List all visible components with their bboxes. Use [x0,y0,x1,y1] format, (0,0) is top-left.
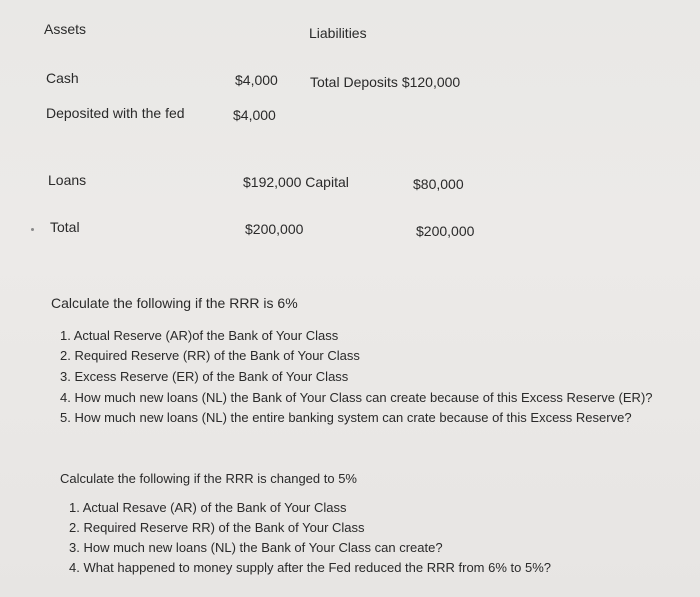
section2-item: 4. What happened to money supply after the Fed reduced the RRR from 6% to 5%? [69,560,551,575]
capital-value: $80,000 [413,176,464,192]
total-label: Total [50,219,80,235]
section2-item: 1. Actual Resave (AR) of the Bank of Your Class [69,500,347,515]
bullet-dot [31,228,34,231]
total-assets-value: $200,000 [245,221,304,237]
section1-item: 5. How much new loans (NL) the entire banking system can crate because of this Excess Reserve? [60,410,632,425]
cash-value: $4,000 [235,72,278,88]
loans-label: Loans [48,172,87,188]
cash-label: Cash [46,70,79,86]
total-deposits: Total Deposits $120,000 [310,74,461,90]
liabilities-header: Liabilities [309,25,367,41]
section1-item: 1. Actual Reserve (AR)of the Bank of Your Class [60,328,339,343]
section2-item: 2. Required Reserve RR) of the Bank of Your Class [69,520,365,535]
section1-item: 4. How much new loans (NL) the Bank of Your Class can create because of this Excess Reserve (ER)? [60,390,653,405]
section2-item: 3. How much new loans (NL) the Bank of Your Class can create? [69,540,443,555]
section1-intro: Calculate the following if the RRR is 6% [51,295,298,311]
section2-intro: Calculate the following if the RRR is changed to 5% [60,471,357,486]
section1-item: 2. Required Reserve (RR) of the Bank of Your Class [60,348,360,363]
deposited-fed-label: Deposited with the fed [46,105,185,121]
deposited-fed-value: $4,000 [233,107,276,123]
total-liabilities-value: $200,000 [416,223,475,239]
loans-capital: $192,000 Capital [243,174,349,190]
assets-header: Assets [44,21,87,37]
section1-item: 3. Excess Reserve (ER) of the Bank of Your Class [60,369,349,384]
